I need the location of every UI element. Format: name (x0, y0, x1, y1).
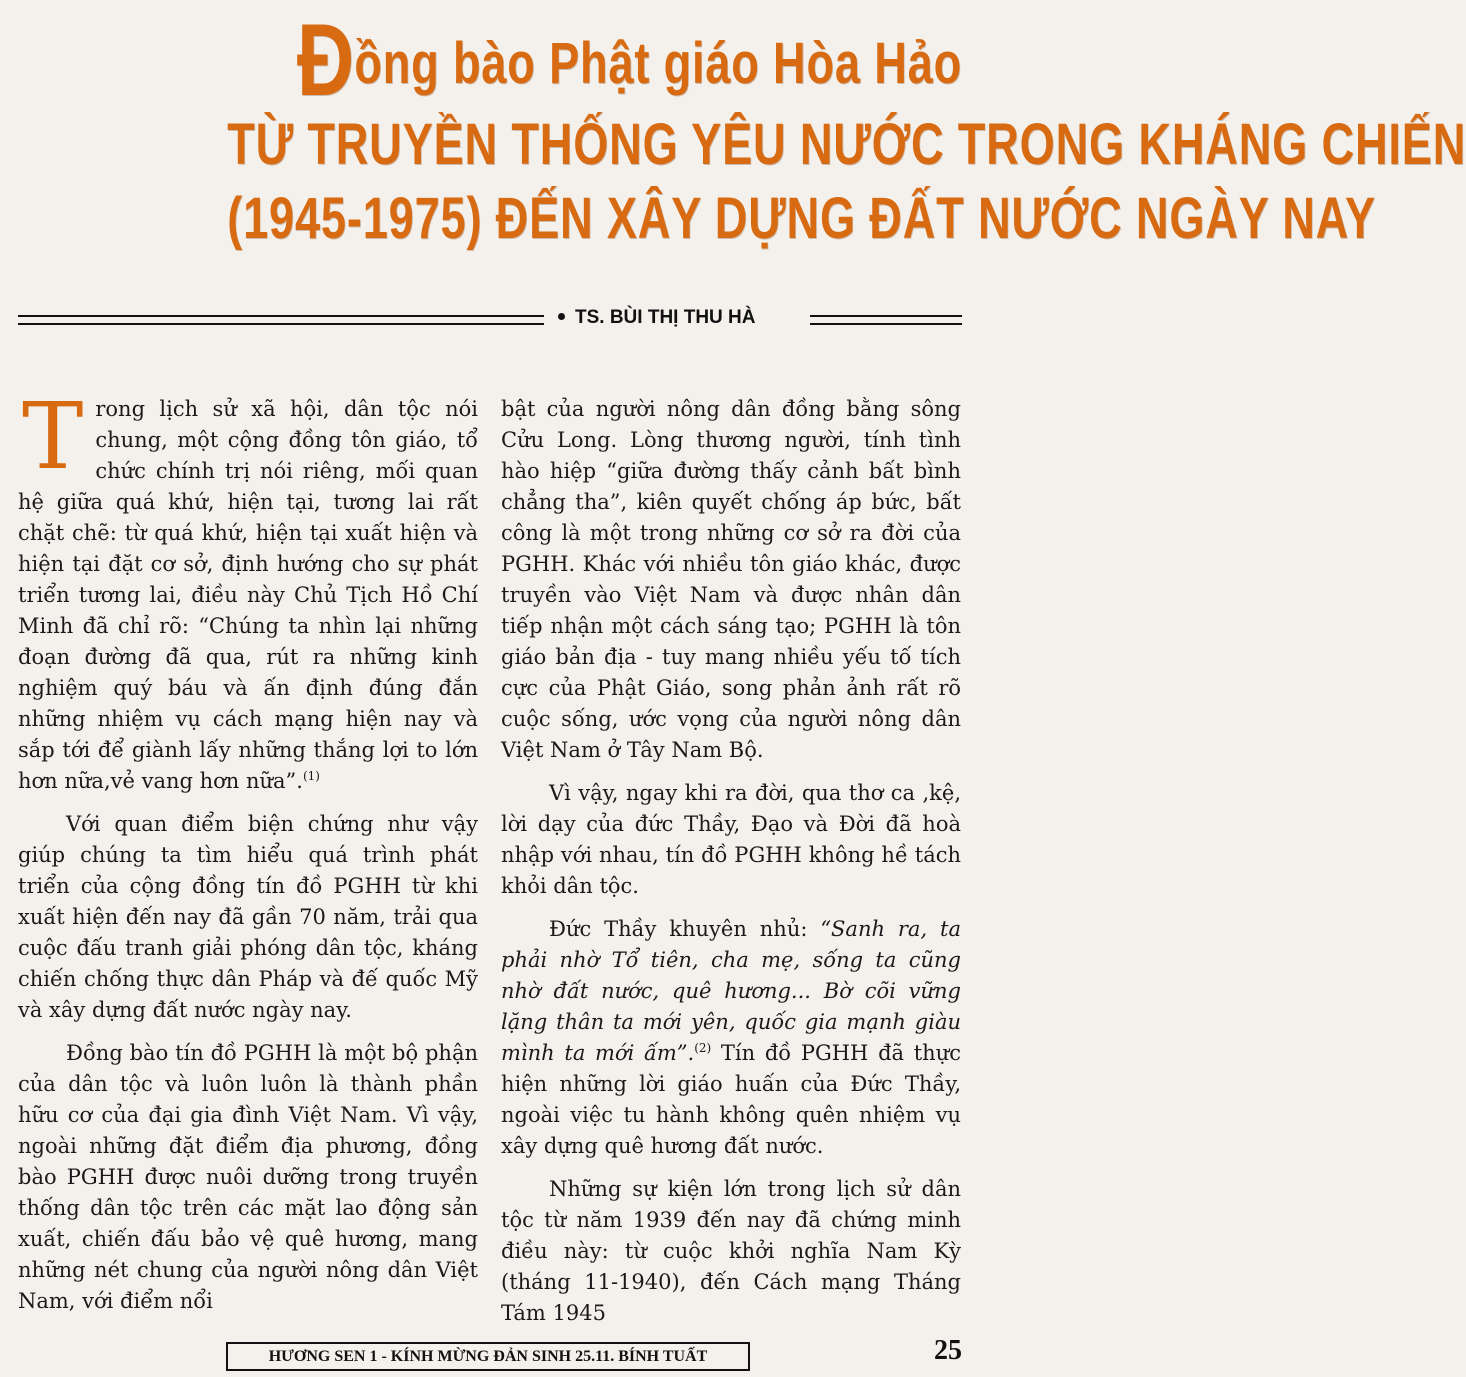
author-byline (558, 304, 806, 332)
paragraph-history: Những sự kiện lớn trong lịch sử dân tộc từ năm 1939 đến nay đã chứng minh điều này: từ cuộc khởi nghĩa Nam Kỳ (tháng 11-1940), đến Cách mạng Tháng Tám 1945 (501, 1177, 961, 1325)
title-line-3: (1945-1975) ĐẾN XÂY DỰNG ĐẤT NƯỚC NGÀY NAY (227, 186, 1376, 251)
advice-rest: Tín đồ PGHH đã thực hiện những lời giáo huấn của Đức Thầy, ngoài việc tu hành không quên nhiệm vụ xây dựng quê hương đất nước. (501, 1041, 961, 1158)
title-line-2: TỪ TRUYỀN THỐNG YÊU NƯỚC TRONG KHÁNG CHIẾN (227, 112, 1466, 177)
paragraph-harmony: Vì vậy, ngay khi ra đời, qua thơ ca ,kệ, lời dạy của đức Thầy, Đạo và Đời đã hoà nhập với nhau, tín đồ PGHH không hề tách khỏi dân tộc. (501, 781, 961, 898)
article-column-right (501, 394, 961, 1341)
paragraph-intro-text: rong lịch sử xã hội, dân tộc nói chung, một cộng đồng tôn giáo, tổ chức chính trị nói riêng, mối quan hệ giữa quá khứ, hiện tại, tương lai rất chặt chẽ: từ quá khứ, hiện tại xuất hiện và hiện tại đặt cơ sở, định hướng cho sự phát triển tương lai, điều này Chủ Tịch Hồ Chí Minh đã chỉ rõ: “Chúng ta nhìn lại những đoạn đường đã qua, rút ra những kinh nghiệm quý báu và ấn định đúng đắn những nhiệm vụ cách mạng hiện nay và sắp tới để giành lấy những thắng lợi to lớn hơn nữa,vẻ vang hơn nữa”. (18, 397, 478, 793)
footnote-marker-1: (1) (302, 769, 320, 783)
page-number: 25 (934, 1335, 962, 1366)
advice-quote: “Sanh ra, ta phải nhờ Tổ tiên, cha mẹ, sống ta cũng nhờ đất nước, quê hương... Bờ cõi vững lặng thân ta mới yên, quốc gia mạnh giàu mình ta mới ấm”. (501, 917, 961, 1065)
paragraph-intro (18, 383, 478, 797)
article-column-left (18, 383, 478, 1329)
advice-lead: Đức Thầy khuyên nhủ: (549, 917, 821, 941)
title-big-initial: Đ (296, 3, 355, 117)
paragraph-dialectic: Với quan điểm biện chứng như vậy giúp chúng ta tìm hiểu quá trình phát triển của cộng đồng tín đồ PGHH từ khi xuất hiện đến nay đã gần 70 năm, trải qua cuộc đấu tranh giải phóng dân tộc, kháng chiến chống thực dân Pháp và đế quốc Mỹ và xây dựng đất nước ngày nay. (18, 812, 478, 1022)
footer-banner: HƯƠNG SEN 1 - KÍNH MỪNG ĐẢN SINH 25.11. BÍNH TUẤT (226, 1342, 750, 1371)
paragraph-community: Đồng bào tín đồ PGHH là một bộ phận của dân tộc và luôn luôn là thành phần hữu cơ của đại gia đình Việt Nam. Vì vậy, ngoài những đặt điểm địa phương, đồng bào PGHH được nuôi dưỡng trong truyền thống dân tộc trên các mặt lao động sản xuất, chiến đấu bảo vệ quê hương, mang những nét chung của người nông dân Việt Nam, với điểm nổi (18, 1041, 478, 1313)
byline-rule-right (810, 315, 962, 325)
author-name: TS. BÙI THỊ THU HÀ (575, 307, 756, 328)
title-line-1 (227, 3, 962, 117)
byline-rule-left (18, 315, 544, 325)
article-title (20, 3, 1466, 254)
bullet-icon (558, 313, 565, 320)
drop-cap: T (22, 383, 84, 490)
footnote-marker-2: (2) (694, 1041, 712, 1055)
title-line-1-text: ồng bào Phật giáo Hòa Hảo (354, 31, 962, 96)
paragraph-advice (501, 914, 961, 1162)
byline-row (18, 304, 962, 332)
paragraph-continuation: bật của người nông dân đồng bằng sông Cửu Long. Lòng thương người, tính tình hào hiệp “giữa đường thấy cảnh bất bình chẳng tha”, kiên quyết chống áp bức, bất công là một trong những cơ sở ra đời của PGHH. Khác với nhiều tôn giáo khác, được truyền vào Việt Nam và được nhân dân tiếp nhận một cách sáng tạo; PGHH là tôn giáo bản địa - tuy mang nhiều yếu tố tích cực của Phật Giáo, song phản ảnh rất rõ cuộc sống, ước vọng của người nông dân Việt Nam ở Tây Nam Bộ. (501, 397, 961, 762)
